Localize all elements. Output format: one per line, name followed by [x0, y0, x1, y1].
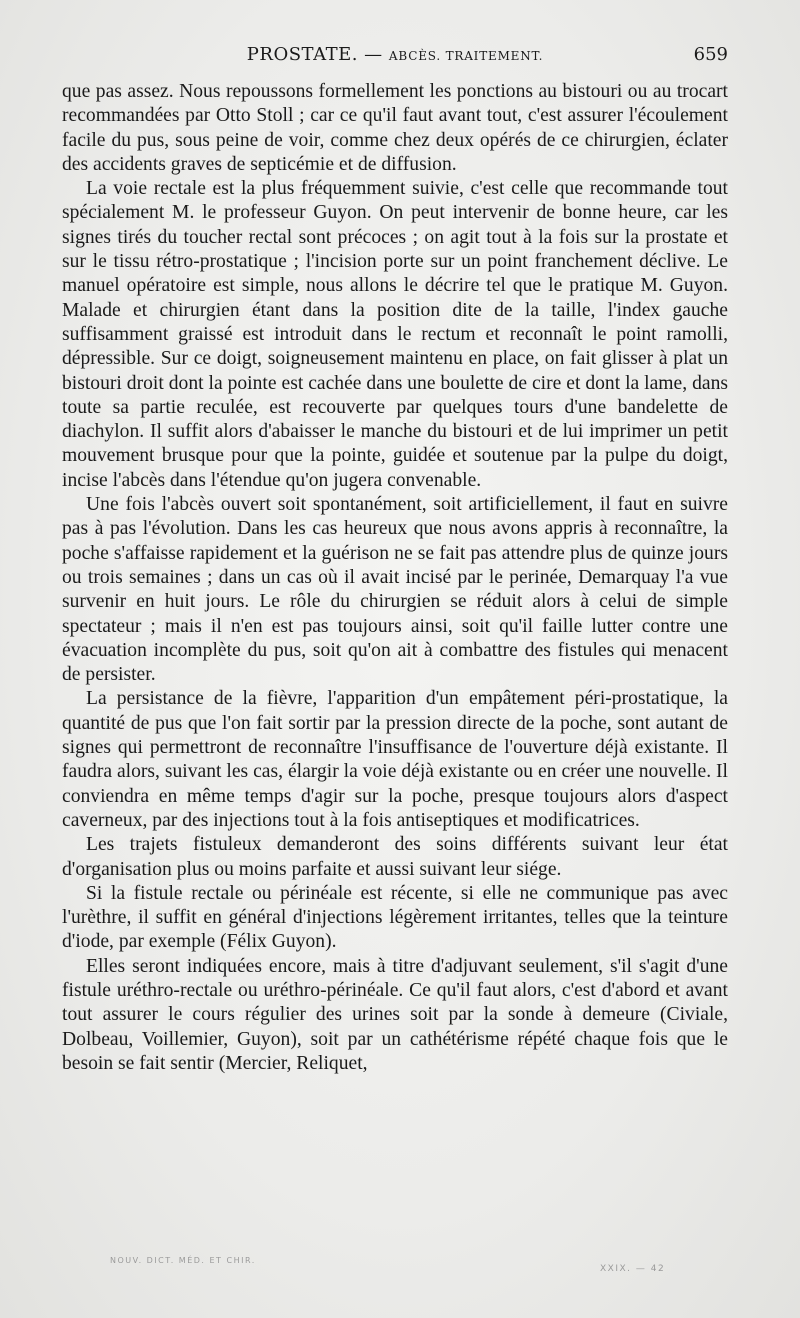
header-title-main: PROSTATE. —: [246, 44, 389, 65]
page-number: 659: [693, 44, 728, 65]
paragraph-2: La voie rectale est la plus fréquemment suivie, c'est celle que recommande tout spécialement M. le professeur Guyon. On peut intervenir de bonne heure, car les signes tirés du toucher rectal sont précoces ; on agit tout à la fois sur la prostate et sur le tissu rétro-prostatique ; l'incision porte sur un point franchement déclive. Le manuel opératoire est simple, nous allons le décrire tel que le pratique M. Guyon. Malade et chirurgien étant dans la position dite de la taille, l'index gauche suffisamment graissé est introduit dans le rectum et reconnaît le point ramolli, dépressible. Sur ce doigt, soigneusement maintenu en place, on fait glisser à plat un bistouri droit dont la pointe est cachée dans une boulette de cire et dont la lame, dans toute sa partie reculée, est recouverte par quelques tours d'une bandelette de diachylon. Il suffit alors d'abaisser le manche du bistouri et de lui imprimer un petit mouvement brusque pour que la pointe, guidée et soutenue par la pulpe du doigt, incise l'abcès dans l'étendue qu'on jugera convenable.: [62, 178, 728, 491]
header-title: [62, 44, 728, 65]
footer-note: NOUV. DICT. MÉD. ET CHIR.: [110, 1256, 256, 1265]
paragraph-1: que pas assez. Nous repoussons formellement les ponctions au bistouri ou au trocart recommandées par Otto Stoll ; car ce qu'il faut avant tout, c'est assurer l'écoulement facile du pus, sous peine de voir, comme chez deux opérés de ce chirurgien, éclater des accidents graves de septicémie et de diffusion.: [62, 81, 728, 175]
header-title-section: ABCÈS. TRAITEMENT.: [388, 49, 544, 63]
paragraph-6: Si la fistule rectale ou périnéale est récente, si elle ne communique pas avec l'urèthre, il suffit en général d'injections légèrement irritantes, telles que la teinture d'iode, par exemple (Félix Guyon).: [62, 882, 728, 953]
body-text: [62, 80, 728, 1076]
paragraph-7: Elles seront indiquées encore, mais à titre d'adjuvant seulement, s'il s'agit d'une fistule uréthro-rectale ou uréthro-périnéale. Ce qu'il faut alors, c'est d'abord et avant tout assurer le cours régulier des urines soit par la sonde à demeure (Civiale, Dolbeau, Voillemier, Guyon), soit par un cathétérisme répété chaque fois que le besoin se fait sentir (Mercier, Reliquet,: [62, 955, 728, 1074]
paragraph-4: La persistance de la fièvre, l'apparition d'un empâtement péri-prostatique, la quantité de pus que l'on fait sortir par la pression directe de la poche, sont autant de signes qui permettront de reconnaître l'insuffisance de l'ouverture déjà existante. Il faudra alors, suivant les cas, élargir la voie déjà existante ou en créer une nouvelle. Il conviendra en même temps d'agir sur la poche, presque toujours alors d'aspect caverneux, par des injections tout à la fois antiseptiques et modificatrices.: [62, 688, 728, 831]
running-header: [62, 44, 728, 70]
paragraph-5: Les trajets fistuleux demanderont des soins différents suivant leur état d'organisation plus ou moins parfaite et aussi suivant leur siége.: [62, 834, 728, 880]
paragraph-3: Une fois l'abcès ouvert soit spontanément, soit artificiellement, il faut en suivre pas à pas l'évolution. Dans les cas heureux que nous avons appris à reconnaître, la poche s'affaisse rapidement et la guérison ne se fait pas attendre plus de quinze jours ou trois semaines ; dans un cas où il avait incisé par le perinée, Demarquay l'a vue survenir en huit jours. Le rôle du chirurgien se réduit alors à celui de simple spectateur ; mais il n'en est pas toujours ainsi, soit qu'il faille lutter contre une évacuation incomplète du pus, soit qu'on ait à combattre des fistules qui menacent de persister.: [62, 494, 728, 686]
footer-signature: XXIX. — 42: [600, 1264, 666, 1274]
